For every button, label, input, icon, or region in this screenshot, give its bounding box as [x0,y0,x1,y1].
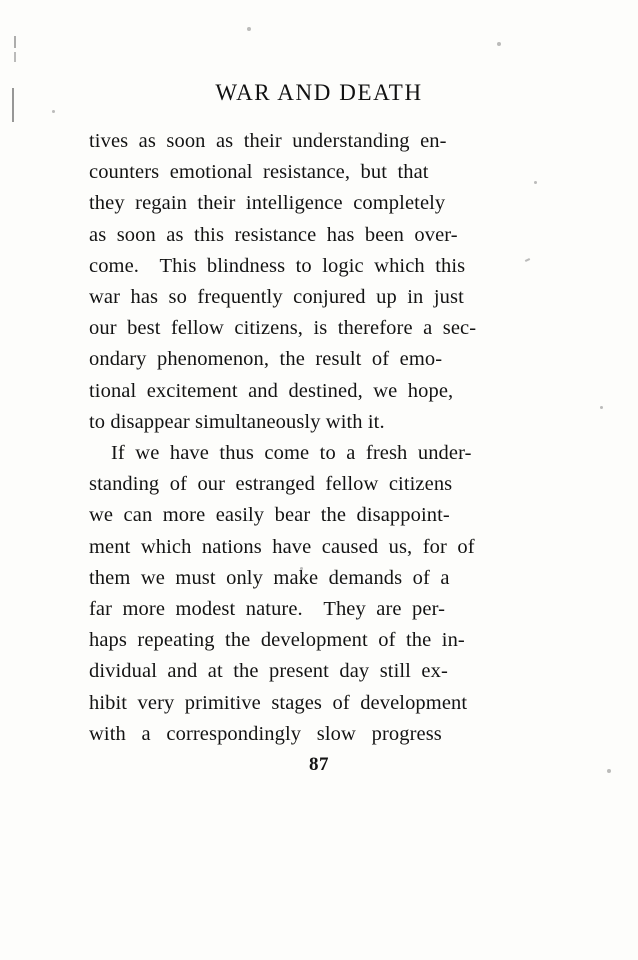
text-line: tives as soon as their understanding en- [89,130,447,152]
text-line: If we have thus come to a fresh under- [111,442,472,465]
text-line: counters emotional resistance, but that [89,161,429,184]
scan-artifact-mark [14,36,16,48]
body-text [89,126,523,750]
text-line: as soon as this resistance has been over- [89,223,458,246]
scan-speck [534,181,537,184]
scan-artifact-mark [14,52,16,62]
scan-speck [247,27,251,31]
text-line: standing of our estranged fellow citizens [89,473,453,496]
text-line: to disappear simultaneously with it. [89,410,385,433]
text-line: them we must only make demands of a [89,566,450,589]
page-number: 87 [309,754,329,775]
text-line: ment which nations have caused us, for of [89,535,475,558]
running-head: WAR AND DEATH [215,80,423,105]
scan-speck [497,42,501,46]
text-line: war has so frequently conjured up in just [89,286,464,309]
text-line: with a correspondingly slow progress [89,722,442,745]
text-line: our best fellow citizens, is therefore a sec- [89,317,477,340]
scan-speck [52,110,55,113]
text-line: they regain their intelligence completely [89,192,446,215]
text-line: tional excitement and destined, we hope, [89,379,454,402]
text-line: come. This blindness to logic which this [89,254,466,277]
paragraph [89,126,523,438]
text-line: far more modest nature. They are per- [89,598,446,621]
text-line: haps repeating the development of the in- [89,629,465,652]
text-line: we can more easily bear the disappoint- [89,504,450,527]
text-line: hibit very primitive stages of development [89,691,468,714]
scan-speck [525,258,530,262]
text-line: dividual and at the present day still ex- [89,660,448,683]
text-line: ondary phenomenon, the result of emo- [89,348,443,371]
paragraph [89,438,523,750]
scan-speck [600,406,603,409]
